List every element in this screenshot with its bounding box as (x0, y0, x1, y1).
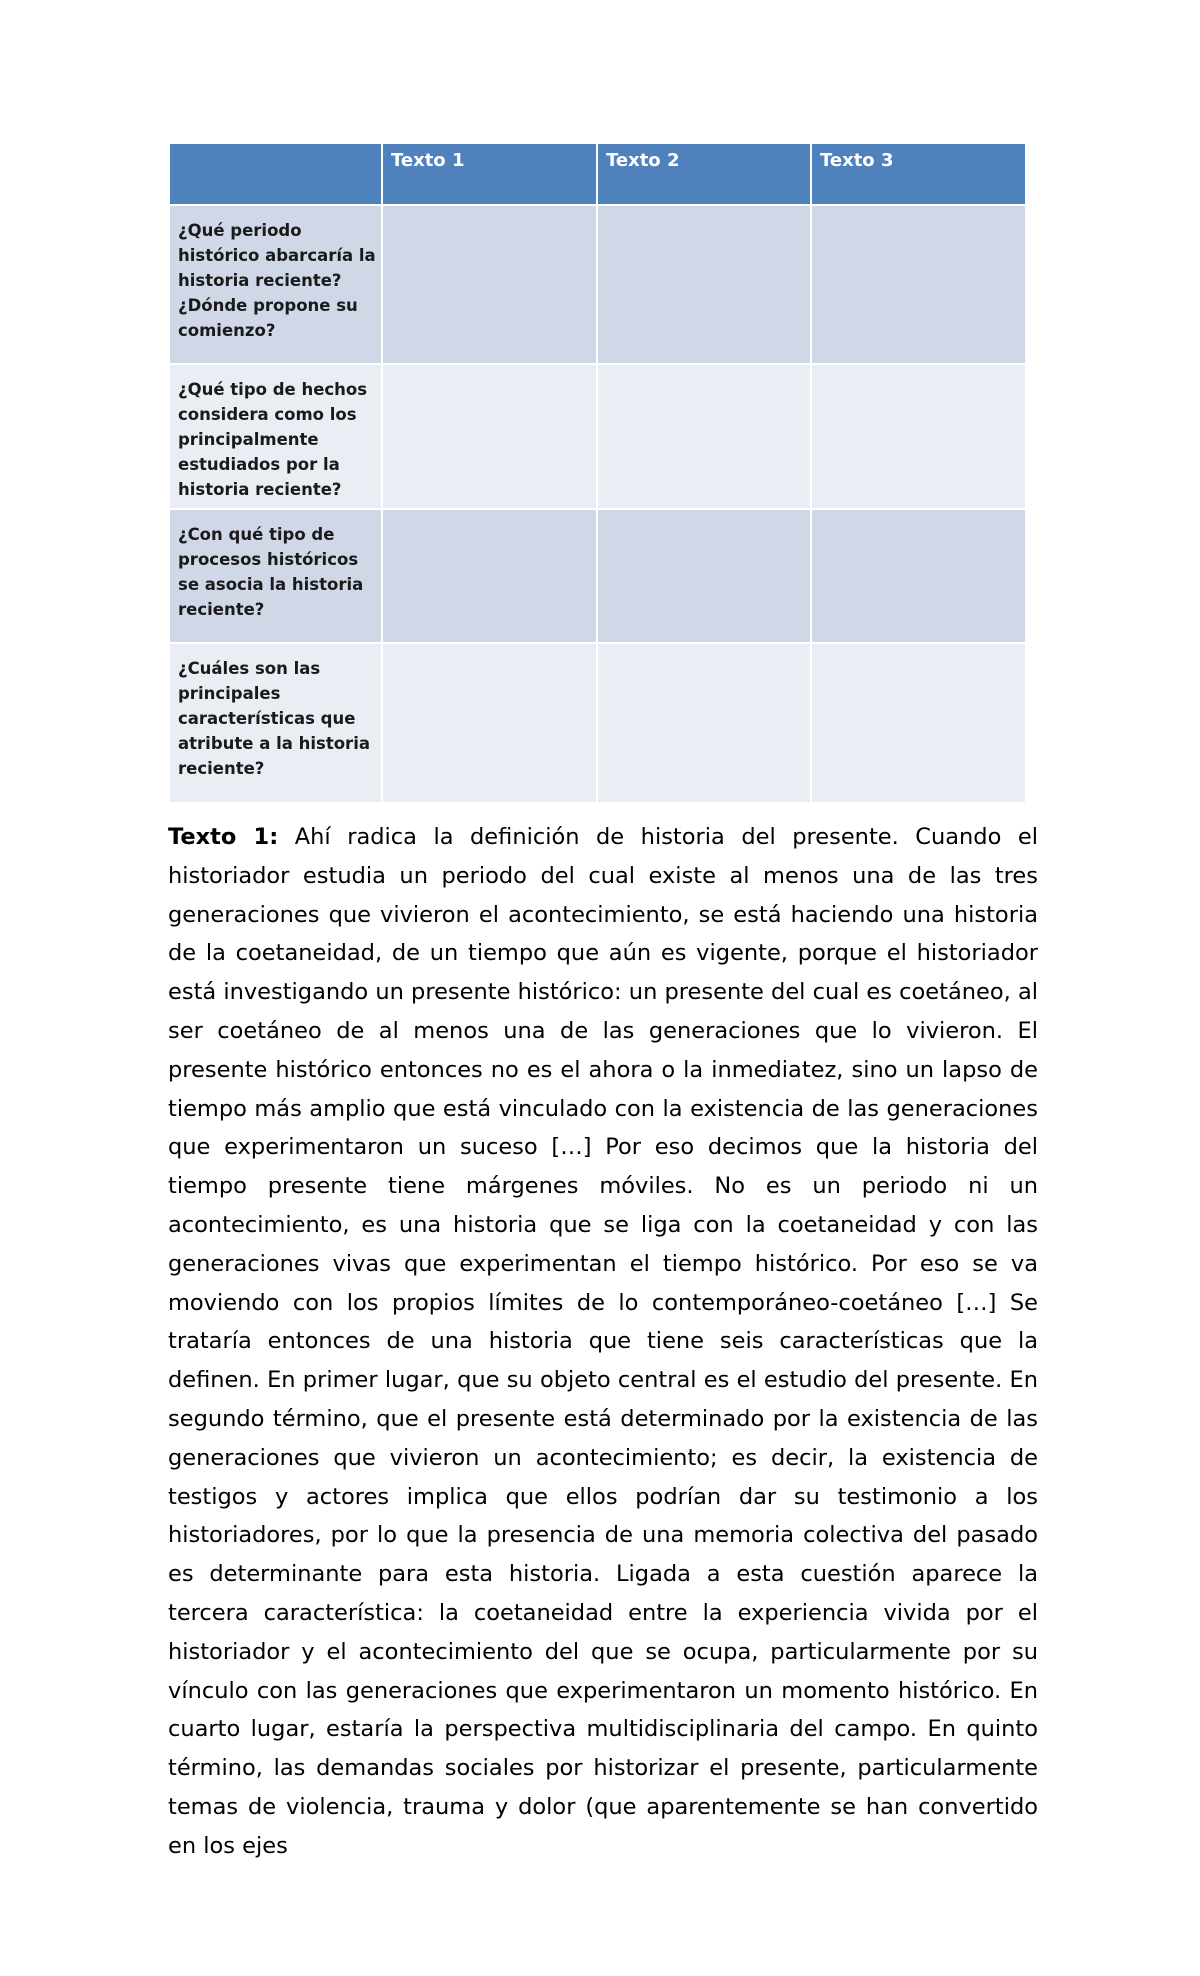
texto-1-body: Ahí radica la definición de historia del presente. Cuando el historiador estudia un periodo del cual existe al menos una de las tres generaciones que vivieron el acontecimiento, se está haciendo una historia de la coetaneidad, de un tiempo que aún es vigente, porque el historiador está investigando un presente histórico: un presente del cual es coetáneo, al ser coetáneo de al menos una de las generaciones que lo vivieron. El presente histórico entonces no es el ahora o la inmediatez, sino un lapso de tiempo más amplio que está vinculado con la existencia de las generaciones que experimentaron un suceso […] Por eso decimos que la historia del tiempo presente tiene márgenes móviles. No es un periodo ni un acontecimiento, es una historia que se liga con la coetaneidad y con las generaciones vivas que experimentan el tiempo histórico. Por eso se va moviendo con los propios límites de lo contemporáneo-coetáneo […] Se trataría entonces de una historia que tiene seis características que la definen. En primer lugar, que su objeto central es el estudio del presente. En segundo término, que el presente está determinado por la existencia de las generaciones que vivieron un acontecimiento; es decir, la existencia de testigos y actores implica que ellos podrían dar su testimonio a los historiadores, por lo que la presencia de una memoria colectiva del pasado es determinante para esta historia. Ligada a esta cuestión aparece la tercera característica: la coetaneidad entre la experiencia vivida por el historiador y el acontecimiento del que se ocupa, particularmente por su vínculo con las generaciones que experimentaron un momento histórico. En cuarto lugar, estaría la perspectiva multidisciplinaria del campo. En quinto término, las demandas sociales por historizar el presente, particularmente temas de violencia, trauma y dolor (que aparentemente se han convertido en los ejes (168, 824, 1038, 1859)
answer-cell-texto-2 (597, 509, 811, 643)
answer-cell-texto-1 (382, 643, 597, 803)
table-header-row (169, 143, 1026, 205)
header-texto-1: Texto 1 (382, 143, 597, 205)
answer-cell-texto-3 (811, 643, 1026, 803)
question-cell: ¿Cuáles son las principales características que atribute a la historia reciente? (169, 643, 382, 803)
texto-1-label: Texto 1: (168, 824, 279, 850)
answer-cell-texto-3 (811, 364, 1026, 509)
header-texto-2: Texto 2 (597, 143, 811, 205)
comparison-table (168, 142, 1027, 804)
question-cell: ¿Qué tipo de hechos considera como los principalmente estudiados por la historia reciente? (169, 364, 382, 509)
table-row (169, 509, 1026, 643)
texto-1-paragraph (168, 818, 1038, 1866)
answer-cell-texto-3 (811, 509, 1026, 643)
answer-cell-texto-1 (382, 509, 597, 643)
answer-cell-texto-2 (597, 364, 811, 509)
answer-cell-texto-1 (382, 364, 597, 509)
question-cell: ¿Con qué tipo de procesos históricos se asocia la historia reciente? (169, 509, 382, 643)
answer-cell-texto-2 (597, 643, 811, 803)
answer-cell-texto-3 (811, 205, 1026, 364)
table-row (169, 364, 1026, 509)
table-row (169, 643, 1026, 803)
question-cell: ¿Qué periodo histórico abarcaría la historia reciente? ¿Dónde propone su comienzo? (169, 205, 382, 364)
header-corner-cell (169, 143, 382, 205)
answer-cell-texto-2 (597, 205, 811, 364)
header-texto-3: Texto 3 (811, 143, 1026, 205)
answer-cell-texto-1 (382, 205, 597, 364)
table-row (169, 205, 1026, 364)
